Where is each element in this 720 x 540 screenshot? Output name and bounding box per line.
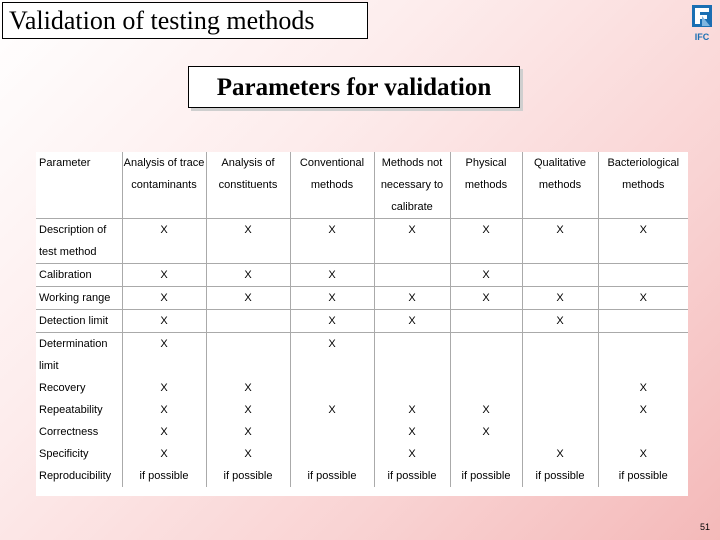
value-cell: X [374, 399, 450, 421]
value-cell [522, 399, 598, 421]
value-cell: X [290, 219, 374, 264]
page-number: 51 [700, 522, 711, 532]
table-row [36, 264, 688, 287]
value-cell [450, 443, 522, 465]
validation-table-container [36, 152, 688, 496]
table-row [36, 399, 688, 421]
value-cell: X [122, 219, 206, 264]
value-cell: X [374, 443, 450, 465]
value-cell: X [450, 399, 522, 421]
value-cell [522, 377, 598, 399]
value-cell: X [122, 264, 206, 287]
value-cell: X [290, 333, 374, 378]
value-cell: X [598, 443, 688, 465]
value-cell: X [374, 310, 450, 333]
ifc-logo-icon [688, 4, 716, 46]
value-cell [290, 443, 374, 465]
value-cell [522, 264, 598, 287]
value-cell: X [290, 399, 374, 421]
value-cell: if possible [206, 465, 290, 487]
value-cell: X [290, 287, 374, 310]
value-cell: X [122, 333, 206, 378]
parameter-cell: Detection limit [36, 310, 122, 333]
header-cell: Bacteriological methods [598, 152, 688, 219]
value-cell: X [206, 421, 290, 443]
table-row [36, 310, 688, 333]
header-cell: Parameter [36, 152, 122, 219]
value-cell [522, 333, 598, 378]
value-cell: X [206, 219, 290, 264]
parameter-cell: Description of test method [36, 219, 122, 264]
table-row [36, 465, 688, 487]
table-row [36, 333, 688, 378]
value-cell: X [522, 310, 598, 333]
parameter-cell: Recovery [39, 382, 86, 394]
table-row [36, 219, 688, 264]
value-cell: X [450, 219, 522, 264]
value-cell [598, 421, 688, 443]
value-cell: X [122, 443, 206, 465]
value-cell: if possible [374, 465, 450, 487]
value-cell [374, 333, 450, 378]
value-cell [450, 333, 522, 378]
value-cell: X [206, 443, 290, 465]
value-cell: X [122, 287, 206, 310]
value-cell: X [206, 399, 290, 421]
parameter-cell: Specificity [39, 448, 89, 460]
value-cell: X [206, 287, 290, 310]
value-cell [598, 264, 688, 287]
value-cell: if possible [122, 465, 206, 487]
slide-title: Validation of testing methods [2, 2, 368, 39]
table-row [36, 377, 688, 399]
value-cell [374, 377, 450, 399]
value-cell: X [122, 421, 206, 443]
value-cell: X [290, 264, 374, 287]
parameter-cell: Determination limit [39, 338, 108, 372]
validation-parameters-table [36, 152, 688, 487]
value-cell: X [450, 287, 522, 310]
value-cell: X [598, 287, 688, 310]
parameter-cell: Repeatability [39, 404, 103, 416]
value-cell [206, 310, 290, 333]
table-row [36, 443, 688, 465]
value-cell: X [290, 310, 374, 333]
value-cell: X [206, 377, 290, 399]
value-cell: if possible [290, 465, 374, 487]
parameter-cell: Working range [36, 287, 122, 310]
ifc-logo [688, 4, 716, 46]
value-cell: X [522, 443, 598, 465]
table-header-row [36, 152, 688, 219]
value-cell [206, 333, 290, 378]
value-cell: X [522, 287, 598, 310]
parameter-cell: Calibration [36, 264, 122, 287]
header-cell: Methods not necessary to calibrate [374, 152, 450, 219]
value-cell: if possible [450, 465, 522, 487]
value-cell [598, 310, 688, 333]
header-cell: Analysis of trace contaminants [122, 152, 206, 219]
value-cell [450, 377, 522, 399]
table-row [36, 287, 688, 310]
value-cell [290, 377, 374, 399]
value-cell: X [122, 377, 206, 399]
value-cell: if possible [598, 465, 688, 487]
value-cell: X [598, 377, 688, 399]
value-cell: X [522, 219, 598, 264]
value-cell: X [374, 287, 450, 310]
value-cell [522, 421, 598, 443]
header-cell: Conventional methods [290, 152, 374, 219]
value-cell [450, 310, 522, 333]
value-cell: X [598, 399, 688, 421]
value-cell [598, 333, 688, 378]
parameter-cell: Reproducibility [39, 470, 112, 482]
value-cell: X [122, 399, 206, 421]
header-cell: Analysis of constituents [206, 152, 290, 219]
slide-subtitle: Parameters for validation [188, 66, 520, 108]
value-cell [290, 421, 374, 443]
value-cell: X [598, 219, 688, 264]
parameter-cell: Correctness [39, 426, 99, 438]
value-cell: X [374, 421, 450, 443]
value-cell: if possible [522, 465, 598, 487]
header-cell: Qualitative methods [522, 152, 598, 219]
value-cell [374, 264, 450, 287]
value-cell: X [122, 310, 206, 333]
logo-text: IFC [694, 32, 710, 42]
value-cell: X [374, 219, 450, 264]
table-row [36, 421, 688, 443]
value-cell: X [206, 264, 290, 287]
header-cell: Physical methods [450, 152, 522, 219]
value-cell: X [450, 264, 522, 287]
value-cell: X [450, 421, 522, 443]
